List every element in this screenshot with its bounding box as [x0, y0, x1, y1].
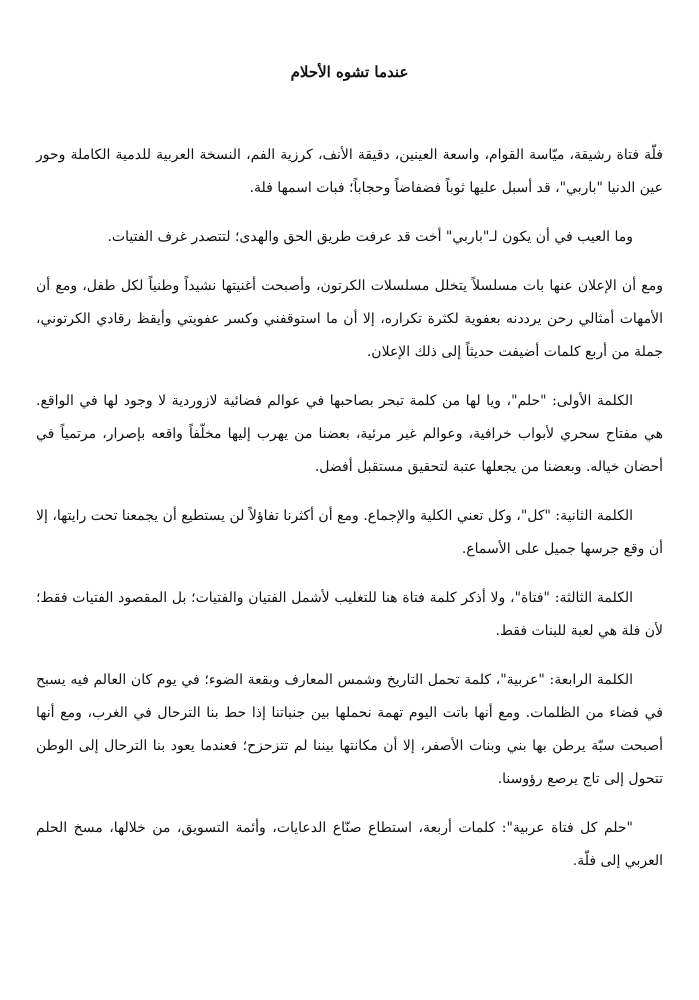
- paragraph-5: الكلمة الثانية: "كل"، وكل تعني الكلية والإجماع. ومع أن أكثرنا تفاؤلاً لن يستطيع أن يجمعنا تحت رايتها، إلا أن وقع جرسها جميل على الأسماع.: [36, 508, 663, 557]
- paragraph-2: وما العيب في أن يكون لـ"باربي" أخت قد عرفت طريق الحق والهدى؛ لتتصدر غرف الفتيات.: [107, 229, 633, 245]
- paragraph-6: الكلمة الثالثة: "فتاة"، ولا أذكر كلمة فتاة هنا للتغليب لأشمل الفتيان والفتيات؛ بل المقصود الفتيات فقط؛ لأن فلة هي لعبة للبنات فقط.: [36, 590, 663, 639]
- document-page: [36, 0, 663, 1000]
- paragraph-7: الكلمة الرابعة: "عربية"، كلمة تحمل التاريخ وشمس المعارف وبقعة الضوء؛ في يوم كان العالم فيه يسبح في فضاء من الظلمات. ومع أنها باتت اليوم تهمة نحملها بين جنباتنا إذا حط بنا الترحال في الغرب، ومع أنها أصبحت سبّة يرطن بها بني وبنات الأصفر، إلا أن مكانتها بيننا لم تتزحزح؛ فعندما يعود بنا الترحال إلى الوطن تتحول إلى تاج يرصع رؤوسنا.: [36, 672, 663, 787]
- paragraph-4: الكلمة الأولى: "حلم"، ويا لها من كلمة تبحر بصاحبها في عوالم فضائية لازوردية لا وجود لها في الواقع. هي مفتاح سحري لأبواب خرافية، وعوالم غير مرئية، بعضنا من يهرب إليها مخلّفاً واقعه بإصرار، مرتمياً في أحضان خياله. وبعضنا من يجعلها عتبة لتحقيق مستقبل أفضل.: [36, 393, 663, 475]
- document-body: [36, 139, 663, 894]
- document-title: عندما تشوه الأحلام: [290, 63, 409, 81]
- paragraph-8: "حلم كل فتاة عربية": كلمات أربعة، استطاع صنّاع الدعايات، وأئمة التسويق، من خلالها، مسخ الحلم العربي إلى فلّة.: [36, 820, 663, 869]
- paragraph-1: فلّة فتاة رشيقة، ميّاسة القوام، واسعة العينين، دقيقة الأنف، كرزية الفم، النسخة العربية للدمية الكاملة وحور عين الدنيا "باربي"، قد أسبل عليها ثوباً فضفاضاً وحجاباً؛ فبات اسمها فلة.: [36, 147, 663, 196]
- paragraph-3: ومع أن الإعلان عنها بات مسلسلاً يتخلل مسلسلات الكرتون، وأصبحت أغنيتها نشيداً وطنياً لكل طفل، ومع أن الأمهات أمثالي رحن يرددنه بعفوية لكثرة تكراره، إلا أن ما استوقفني وكسر عفويتي وأيقظ رقادي الكرتوني، جملة من أربع كلمات أضيفت حديثاً إلى ذلك الإعلان.: [36, 278, 663, 360]
